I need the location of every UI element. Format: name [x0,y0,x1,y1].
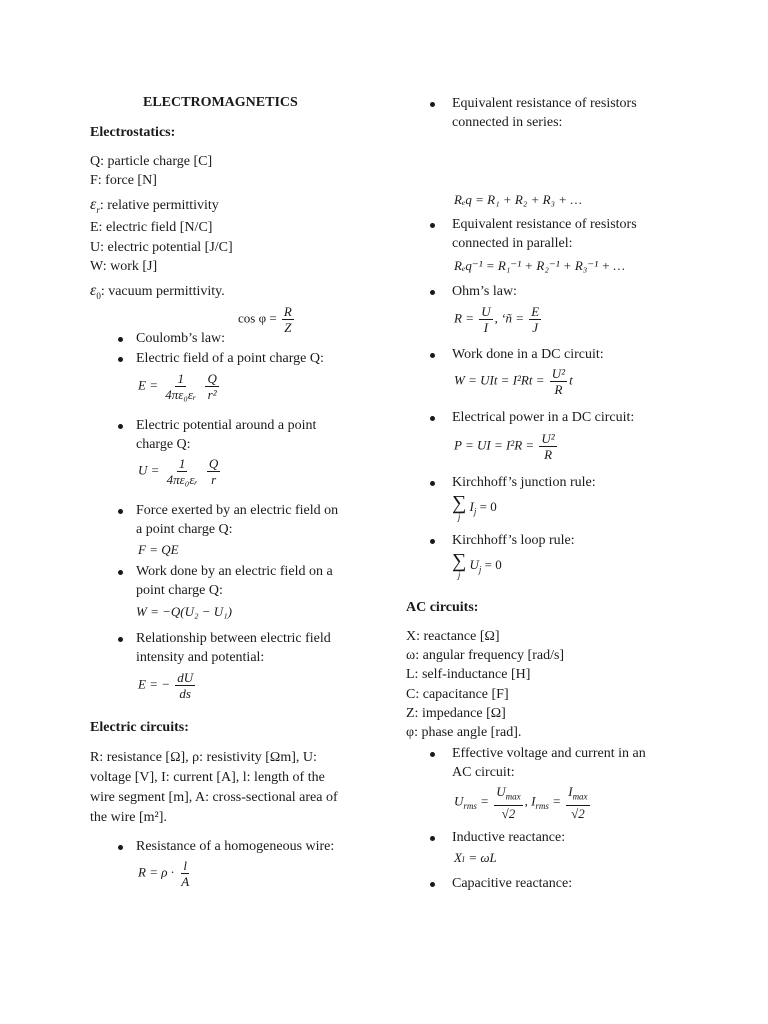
bullet-dc-work: Work done in a DC circuit: [452,347,604,362]
bullet-series-line1: Equivalent resistance of resistors [452,96,637,111]
bullet-icon [430,882,435,887]
grad-num: dU [177,670,194,685]
potential-num2: Q [208,456,219,471]
efield-den2: r² [207,387,217,402]
dc-power-formula [454,431,559,462]
eps-r-symbol: ε [90,196,97,213]
bullet-icon [430,223,435,228]
power-num: U² [541,431,555,446]
bullet-icon [430,416,435,421]
work-lhs: W = UIt = I²Rt = [454,372,545,388]
bullet-icon [430,102,435,107]
res-den: A [181,874,190,889]
ohm-den1: I [483,320,489,335]
rms-i-sub: rms [535,800,549,811]
bullet-series-line2: connected in series: [452,115,563,130]
bullet-icon [430,539,435,544]
res-lhs: R = ρ · [138,864,174,880]
bullet-icon [118,337,123,342]
circuits-heading: Electric circuits: [90,720,189,735]
rms-i-lhs: I [531,793,536,809]
ohm-formula [454,304,543,335]
rms-u-sub: rms [463,800,477,811]
def-vacuum-permittivity [90,282,225,305]
junction-rhs: = 0 [479,498,497,514]
eps-r-sub: r [96,204,100,215]
work-tail: t [569,372,573,388]
bullet-potential-line2: charge Q: [136,437,191,452]
rms-formula: $U_{rms}$ = $\frac{U_{max}}{√2}$ , $I_{rms}$ = $\frac{I_{max}}{√2}$ [454,784,588,821]
ac-def-impedance: Z: impedance [Ω] [406,706,506,721]
loop-formula [452,552,502,580]
bullet-icon [430,353,435,358]
ac-def-angular-frequency: ω: angular frequency [rad/s] [406,648,565,663]
power-lhs: P = UI = I²R = [454,437,535,453]
cos-phi-formula [238,304,296,335]
efield-lhs: E = [138,377,158,393]
grad-den: ds [179,686,191,701]
sum-index: j [457,512,461,522]
bullet-icon [118,509,123,514]
bullet-icon [118,570,123,575]
inductive-formula: Xₗ = ωL [454,850,497,865]
sum-index: j [457,570,461,580]
ac-heading: AC circuits: [406,600,479,615]
electrostatics-heading: Electrostatics: [90,125,176,140]
bullet-icon [430,752,435,757]
ohm-num2: E [531,304,540,319]
work-num: U² [551,366,566,381]
sum-icon: ∑ [452,492,467,514]
rms-u-den: √2 [501,805,516,821]
potential-den1: 4πε₀εᵣ [166,472,198,487]
bullet-rms-line1: Effective voltage and current in an [452,746,646,761]
circuits-para-line1: R: resistance [Ω], ρ: resistivity [Ωm], U: [90,750,317,765]
bullet-junction: Kirchhoff’s junction rule: [452,475,596,490]
bullet-dc-power: Electrical power in a DC circuit: [452,410,635,425]
rms-u-lhs: U [454,793,464,809]
def-charge: Q: particle charge [C] [90,154,213,169]
circuits-para-line3: wire segment [m], A: cross-sectional area of [90,790,338,805]
bullet-icon [118,845,123,850]
ac-def-reactance: X: reactance [Ω] [406,629,500,644]
ohm-num1: U [481,304,491,319]
junction-var: I [469,498,474,514]
cos-num: R [283,304,292,319]
page-title: ELECTROMAGNETICS [143,95,298,110]
bullet-icon [118,357,123,362]
bullet-work-line1: Work done by an electric field on a [136,564,333,579]
bullet-potential-line1: Electric potential around a point [136,418,317,433]
bullet-icon [118,637,123,642]
ohm-den2: J [532,320,539,335]
def-force: F: force [N] [90,173,157,188]
bullet-ohm: Ohm’s law: [452,284,517,299]
potential-num1: 1 [178,456,186,471]
bullet-parallel-line1: Equivalent resistance of resistors [452,217,637,232]
potential-lhs: U = [138,462,160,478]
dc-work-formula [454,366,573,397]
bullet-rms-line2: AC circuit: [452,765,515,780]
potential-den2: r [211,472,217,487]
bullet-capacitive: Capacitive reactance: [452,876,573,891]
cos-den: Z [284,320,292,335]
bullet-relationship-line2: intensity and potential: [136,650,265,665]
bullet-point-field: Electric field of a point charge Q: [136,351,324,366]
ac-def-inductance: L: self-inductance [H] [406,667,531,682]
rms-u-max: max [505,791,521,802]
bullet-force-line1: Force exerted by an electric field on [136,503,339,518]
bullet-force-line2: a point charge Q: [136,522,233,537]
bullet-icon [430,836,435,841]
efield-num2: Q [207,371,217,386]
bullet-icon [118,424,123,429]
loop-rhs: = 0 [484,556,502,572]
cos-lhs: cos φ = [238,310,277,326]
rms-i-num: I [568,784,573,799]
eps-0-sub: 0 [96,290,101,301]
gradient-formula [138,670,197,701]
def-vacuum-permittivity-text: : vacuum permittivity. [100,284,225,299]
ohm-mid: , ‘ñ = [494,310,524,326]
bullet-resistance: Resistance of a homogeneous wire: [136,839,335,854]
def-electric-potential: U: electric potential [J/C] [90,240,233,255]
bullet-icon [430,481,435,486]
bullet-coulomb: Coulomb’s law: [136,331,226,346]
work-formula: W = −Q(U₂ − U₁) [136,604,233,619]
ac-def-phase-angle: φ: phase angle [rad]. [406,725,522,740]
circuits-para-line2: voltage [V], I: current [A], l: length of the [90,770,325,785]
sum-icon: ∑ [452,550,467,572]
bullet-work-line2: point charge Q: [136,583,223,598]
force-formula: F = QE [138,542,179,557]
efield-num1: 1 [177,371,184,386]
resistance-formula [138,858,193,889]
eps-0-symbol: ε [90,282,97,299]
power-den: R [544,447,553,462]
junction-sub: j [473,506,477,517]
rms-i-max: max [572,791,588,802]
res-num: l [183,858,187,873]
parallel-formula: Rₑq⁻¹ = R₁⁻¹ + R₂⁻¹ + R₃⁻¹ + … [454,258,625,273]
loop-var: U [469,556,479,572]
bullet-relationship-line1: Relationship between electric field [136,631,331,646]
rms-i-den: √2 [571,805,585,821]
def-relative-permittivity [90,196,219,219]
ohm-lhs: R = [454,310,474,326]
def-electric-field: E: electric field [N/C] [90,220,213,235]
efield-den1: 4πε₀εᵣ [165,387,197,402]
bullet-loop: Kirchhoff’s loop rule: [452,533,575,548]
def-relative-permittivity-text: : relative permittivity [99,198,219,213]
rms-u-num: U [496,784,506,799]
circuits-para-line4: the wire [m²]. [90,810,167,825]
series-formula: Rₑq = R₁ + R₂ + R₃ + … [454,192,582,207]
bullet-parallel-line2: connected in parallel: [452,236,573,251]
bullet-icon [430,290,435,295]
def-work: W: work [J] [90,259,158,274]
junction-formula [452,494,497,522]
loop-sub: j [478,564,482,575]
ac-def-capacitance: C: capacitance [F] [406,687,509,702]
efield-formula [138,371,221,402]
bullet-inductive: Inductive reactance: [452,830,566,845]
grad-lhs: E = − [138,676,170,692]
potential-formula [138,456,222,487]
work-den: R [554,382,563,397]
